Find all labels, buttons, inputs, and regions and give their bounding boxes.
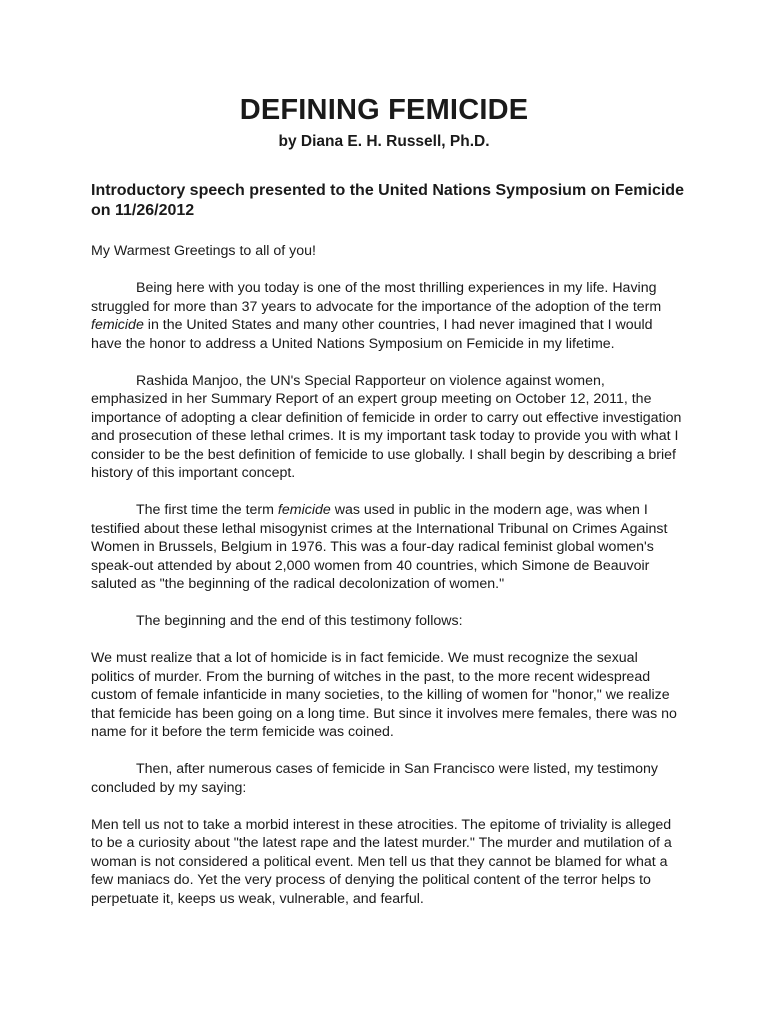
author-byline: by Diana E. H. Russell, Ph.D. [278, 133, 490, 150]
document-body [91, 242, 684, 908]
greeting-paragraph: My Warmest Greetings to all of you! [91, 243, 316, 259]
testimony-quote-1: We must realize that a lot of homicide is in fact femicide. We must recognize the sexual politics of murder. From the burning of witches in the past, to the more recent widespread custom of female infanticide in many societies, to the killing of women for "honor," we realize that femicide has been going on a long time. But since it involves mere females, there was no name for it before the term femicide was coined. [91, 650, 677, 740]
paragraph-3-emphasis: femicide [277, 502, 331, 518]
testimony-quote-2: Men tell us not to take a morbid interest in these atrocities. The epitome of triviality is alleged to be a curiosity about "the latest rape and the latest murder." The murder and mutilation of a woman is not considered a political event. Men tell us that they cannot be blamed for what a few maniacs do. Yet the very process of denying the political content of the terror helps to perpetuate it, keeps us weak, vulnerable, and fearful. [91, 816, 672, 907]
paragraph-1-text-b: in the United States and many other countries, I had never imagined that I would have the honor to address a United Nations Symposium on Femicide in my lifetime. [91, 317, 653, 352]
paragraph-3-text-b: was used in public in the modern age, was when I testified about these lethal misogynist crimes at the International Tribunal on Crimes Against Women in Brussels, Belgium in 1976. This was a four-day radical feminist global women's speak-out attended by about 2,000 women from 40 countries, which Simone de Beauvoir saluted as "the beginning of the radical decolonization of women." [91, 502, 668, 592]
paragraph-5: Then, after numerous cases of femicide in San Francisco were listed, my testimony concluded by my saying: [91, 761, 659, 796]
intro-heading: Introductory speech presented to the United Nations Symposium on Femicide on 11/26/2012 [91, 182, 684, 219]
document-title: DEFINING FEMICIDE [239, 94, 529, 126]
paragraph-1-text-a: Being here with you today is one of the most thrilling experiences in my life. Having struggled for more than 37 years to advocate for the importance of the adoption of the term [91, 280, 662, 315]
paragraph-2: Rashida Manjoo, the UN's Special Rapporteur on violence against women, emphasized in her Summary Report of an expert group meeting on October 12, 2011, the importance of adopting a clear definition of femicide in order to carry out effective investigation and prosecution of these lethal crimes. It is my important task today to provide you with what I consider to be the best definition of femicide to use globally. I shall begin by describing a brief history of this important concept. [91, 372, 682, 481]
paragraph-1-emphasis: femicide [91, 317, 144, 333]
paragraph-3-text-a: The first time the term [136, 502, 278, 518]
paragraph-4: The beginning and the end of this testimony follows: [136, 613, 463, 629]
paragraph-3 [91, 501, 684, 594]
paragraph-1 [91, 279, 684, 353]
